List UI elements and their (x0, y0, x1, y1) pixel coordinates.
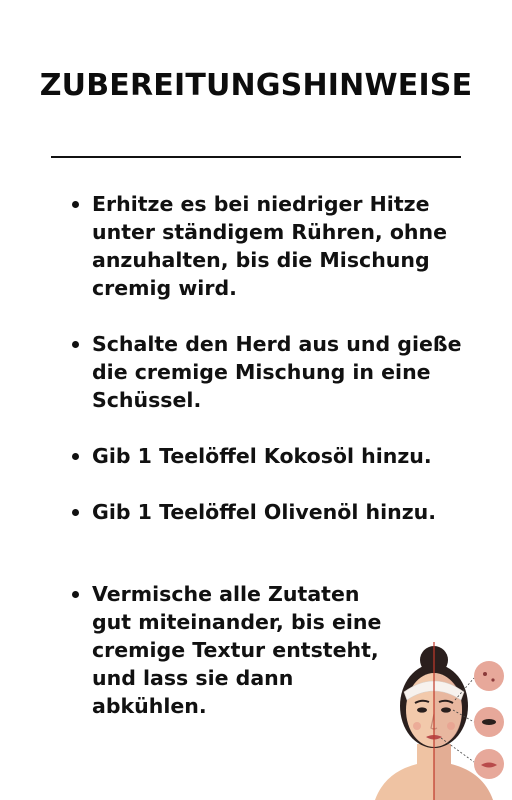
title-divider (51, 156, 461, 158)
page-title: ZUBEREITUNGSHINWEISE (39, 68, 473, 103)
step-text: Erhitze es bei niedriger Hitze unter ständigem Rühren, ohne anzuhalten, bis die Mischung cremig wird. (92, 192, 448, 300)
bullet-dot (72, 453, 79, 460)
step-text: Vermische alle Zutaten gut miteinander, bis eine cremige Textur entsteht, und lass sie dann abkühlen. (92, 582, 382, 718)
bullet-dot (72, 341, 79, 348)
step-item (92, 442, 492, 470)
bullet-dot (72, 509, 79, 516)
step-item (92, 580, 397, 720)
step-item (92, 498, 492, 526)
step-text: Gib 1 Teelöffel Olivenöl hinzu. (92, 500, 437, 524)
step-item (92, 190, 472, 302)
step-text: Gib 1 Teelöffel Kokosöl hinzu. (92, 444, 432, 468)
bullet-dot (72, 591, 79, 598)
step-text: Schalte den Herd aus und gieße die cremige Mischung in eine Schüssel. (92, 332, 462, 412)
bullet-dot (72, 201, 79, 208)
skincare-face-illustration (355, 640, 512, 800)
step-item (92, 330, 482, 414)
